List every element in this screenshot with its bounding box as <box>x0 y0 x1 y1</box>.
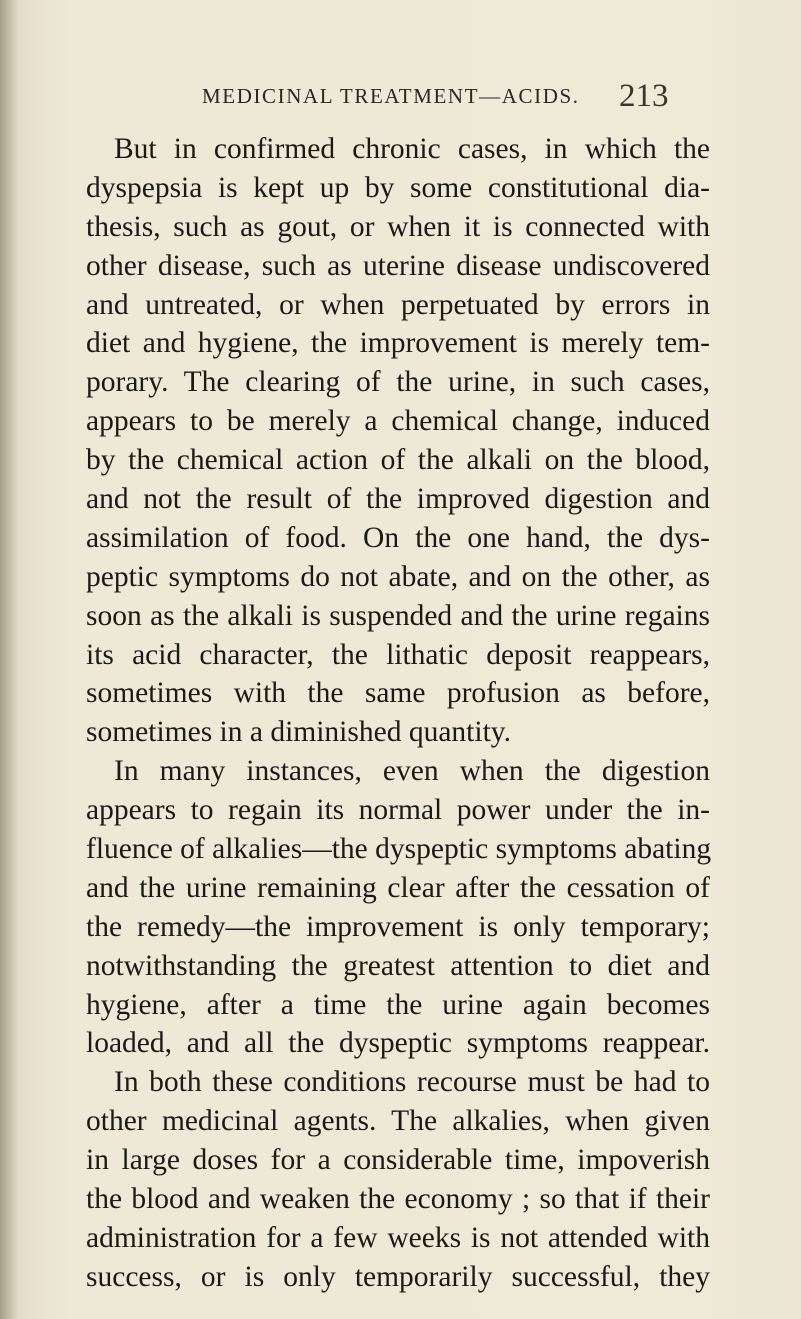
text-line: In both these conditions recourse must be had to <box>114 1066 710 1099</box>
text-line: sometimes in a diminished quantity. <box>86 716 511 749</box>
text-line: by the chemical action of the alkali on the blood, <box>86 444 710 477</box>
text-line: dyspepsia is kept up by some constitutional dia- <box>86 171 710 204</box>
binding-gutter-shadow <box>0 0 18 1319</box>
text-line: sometimes with the same profusion as before, <box>86 677 710 710</box>
page-number: 213 <box>619 78 669 114</box>
text-line: thesis, such as gout, or when it is connected with <box>86 210 710 243</box>
text-line: soon as the alkali is suspended and the urine regains <box>86 599 710 632</box>
text-line: notwithstanding the greatest attention to diet and <box>86 949 710 982</box>
text-line: diet and hygiene, the improvement is merely tem- <box>86 327 710 360</box>
text-line: other medicinal agents. The alkalies, when given <box>86 1105 710 1138</box>
text-line: the remedy—the improvement is only temporary; <box>86 910 710 943</box>
text-line: But in confirmed chronic cases, in which the <box>114 133 710 165</box>
text-line: peptic symptoms do not abate, and on the other, as <box>86 560 710 593</box>
text-line: the blood and weaken the economy ; so that if their <box>86 1183 710 1216</box>
body-text <box>86 130 710 1297</box>
text-line: other disease, such as uterine disease undiscovered <box>86 249 710 282</box>
text-line: and not the result of the improved digestion and <box>86 483 710 516</box>
text-line: and the urine remaining clear after the cessation of <box>86 871 710 904</box>
running-head <box>0 78 801 118</box>
text-line: In many instances, even when the digestion <box>114 755 710 788</box>
text-line: in large doses for a considerable time, impoverish <box>86 1144 710 1177</box>
text-line: success, or is only temporarily successful, they <box>86 1260 710 1293</box>
text-line: fluence of alkalies—the dyspeptic symptoms abating <box>86 833 712 866</box>
text-line: administration for a few weeks is not attended with <box>86 1221 710 1254</box>
running-title: MEDICINAL TREATMENT—ACIDS. <box>202 84 580 108</box>
text-line: appears to regain its normal power under the in- <box>86 794 710 827</box>
text-line: and untreated, or when perpetuated by errors in <box>86 288 710 321</box>
text-line: hygiene, after a time the urine again becomes <box>86 988 710 1021</box>
text-line: loaded, and all the dyspeptic symptoms reappear. <box>86 1027 710 1060</box>
text-line: appears to be merely a chemical change, induced <box>86 405 710 438</box>
text-line: porary. The clearing of the urine, in such cases, <box>86 366 710 399</box>
text-line: its acid character, the lithatic deposit reappears, <box>86 638 710 671</box>
text-line: assimilation of food. On the one hand, the dys- <box>86 521 710 554</box>
